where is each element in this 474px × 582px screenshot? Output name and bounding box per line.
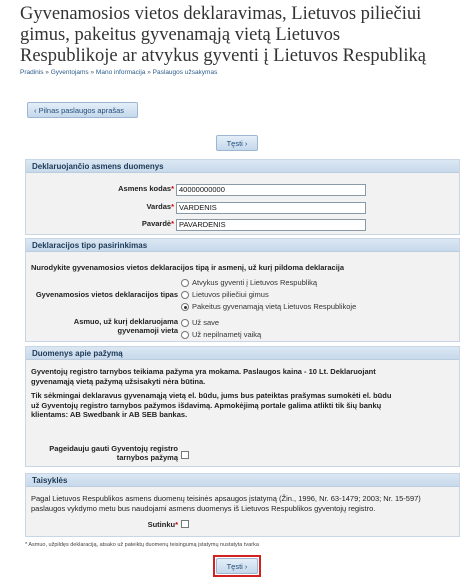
- breadcrumb-item-home[interactable]: Pradinis: [20, 69, 44, 76]
- radio-changed-residence[interactable]: [181, 303, 189, 311]
- breadcrumb-item-my-info[interactable]: Mano informacija: [95, 69, 146, 76]
- page-title: [20, 0, 454, 67]
- page-title-line-1: Gyvenamosios vietos deklaravimas, Lietuvos piliečiui: [20, 4, 422, 24]
- certificate-header: Duomenys apie pažymą: [26, 347, 459, 360]
- breadcrumb-item-order[interactable]: Paslaugos užsakymas: [152, 69, 218, 76]
- option-self-label: Už save: [192, 318, 220, 327]
- option-changed-residence-label: Pakeitus gyvenamąją vietą Lietuvos Respublikoje: [192, 302, 357, 311]
- option-born-label: Lietuvos piliečiui gimus: [192, 290, 269, 299]
- option-arrived-label: Atvykus gyventi į Lietuvos Respubliką: [192, 278, 318, 287]
- certificate-panel: [25, 346, 460, 467]
- footnote: * Asmuo, užpildęs deklaraciją, atsako už pateiktų duomenų teisingumą įstatymų nustatyta tvarka: [25, 542, 259, 548]
- declared-person-label: Asmuo, už kurį deklaruojama gyvenamoji vieta: [73, 317, 178, 335]
- full-description-button[interactable]: ‹ Pilnas paslaugos aprašas: [27, 102, 138, 118]
- page-title-line-2: gimus, pakeitus gyvenamąją vietą Lietuvos: [20, 25, 341, 45]
- last-name-label: Pavardė*: [141, 219, 174, 228]
- radio-arrived[interactable]: [181, 279, 189, 287]
- rules-header: Taisyklės: [26, 474, 459, 487]
- radio-born[interactable]: [181, 291, 189, 299]
- breadcrumb-separator: »: [147, 69, 151, 76]
- personal-code-field[interactable]: 40000000000: [176, 184, 366, 196]
- declaration-type-label: Gyvenamosios vietos deklaracijos tipas: [35, 290, 178, 299]
- certificate-wish-checkbox[interactable]: [181, 451, 189, 459]
- option-minor-child-label: Už nepilnametį vaiką: [192, 330, 262, 339]
- declaration-type-instruction: Nurodykite gyvenamosios vietos deklaracijos tipą ir asmenį, už kurį pildoma deklaracija: [31, 263, 345, 272]
- first-name-label: Vardas*: [146, 202, 174, 211]
- declaration-type-header: Deklaracijos tipo pasirinkimas: [26, 239, 459, 252]
- person-data-panel: [25, 159, 460, 235]
- continue-button-bottom[interactable]: Tęsti ›: [216, 558, 258, 574]
- certificate-wish-label: Pageidauju gauti Gyventojų registro tarnybos pažymą: [49, 444, 178, 462]
- agree-checkbox[interactable]: [181, 520, 189, 528]
- declaration-type-panel: [25, 238, 460, 342]
- page-title-line-3: Respublikoje ar atvykus gyventi į Lietuvos Respubliką: [20, 46, 426, 66]
- breadcrumb-item-residents[interactable]: Gyventojams: [50, 69, 89, 76]
- breadcrumb: [20, 69, 454, 76]
- rules-text: Pagal Lietuvos Respublikos asmens duomenų teisinės apsaugos įstatymą (Žin., 1996, Nr. 63-1479; 2003; Nr. 15-597) paslaugos vykdymo metu bus naudojami asmens duomenys iš Lietuvos Respublikos gyventojų registro.: [31, 494, 421, 513]
- person-data-header: Deklaruojančio asmens duomenys: [26, 160, 459, 173]
- breadcrumb-separator: »: [90, 69, 95, 76]
- personal-code-label: Asmens kodas*: [118, 184, 174, 193]
- agree-label: Sutinku*: [147, 520, 178, 529]
- first-name-field[interactable]: VARDENIS: [176, 202, 366, 214]
- last-name-field[interactable]: PAVARDENIS: [176, 219, 366, 231]
- continue-button-top[interactable]: Tęsti ›: [216, 135, 258, 151]
- radio-self[interactable]: [181, 319, 189, 327]
- certificate-payment-text: Tik sėkmingai deklaravus gyvenamąją vietą el. būdu, jums bus pateiktas prašymas sumokėti el. būdu už Gyventojų registro tarnybos pažymos išdavimą. Apmokėjimą portale galima atlikti tik šių bankų klientams: AB Swedbank ir AB SEB bankas.: [31, 391, 392, 419]
- rules-panel: [25, 473, 460, 537]
- breadcrumb-separator: »: [45, 69, 49, 76]
- radio-minor-child[interactable]: [181, 331, 189, 339]
- continue-button-highlight: [213, 555, 261, 577]
- certificate-fee-text: Gyventojų registro tarnybos teikiama pažyma yra mokama. Paslaugos kaina - 10 Lt. Deklaruojant gyvenamąją vietą pažymą užsisakyti nėra būtina.: [31, 367, 376, 386]
